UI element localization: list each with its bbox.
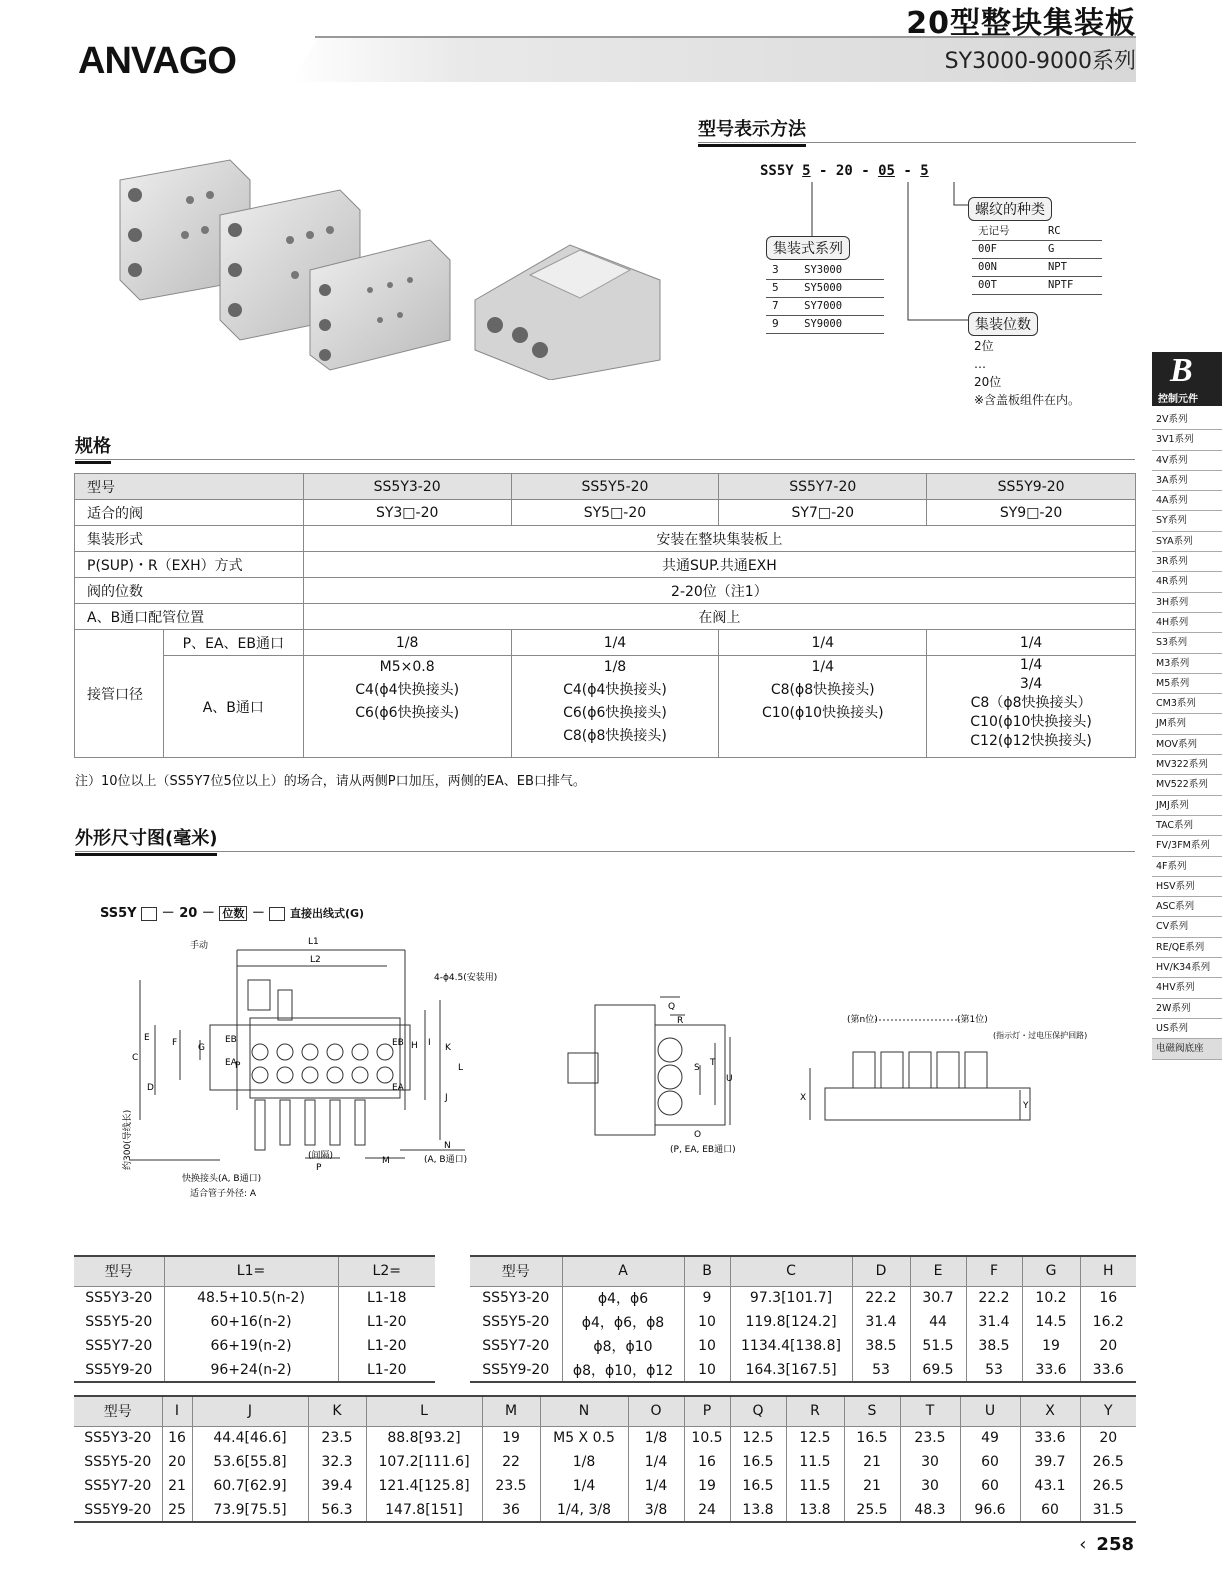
sidebar-item[interactable]: M3系列	[1152, 654, 1222, 674]
label-mount: 4-ϕ4.5(安装用)	[434, 973, 498, 983]
formula-box-1	[141, 907, 157, 921]
sidebar-item[interactable]: 3A系列	[1152, 471, 1222, 491]
table-length	[74, 1255, 435, 1383]
dimension-drawing-front	[795, 1010, 1095, 1130]
code-stations: 5	[920, 163, 929, 179]
label-O: O	[694, 1130, 702, 1140]
code-sep: -	[819, 163, 828, 179]
label-C: C	[132, 1053, 139, 1063]
assembled-manifold	[475, 245, 660, 380]
sidebar-item[interactable]: 4R系列	[1152, 572, 1222, 592]
sidebar-item[interactable]: 3H系列	[1152, 593, 1222, 613]
table-row: SS5Y3-20 48.5+10.5(n-2) L1-18	[74, 1286, 435, 1310]
table-row: SS5Y3-20 ϕ4，ϕ6 9 97.3[101.7] 22.2 30.7 22.2 10.2 16	[470, 1286, 1136, 1310]
spec-row-port-p: 接管口径 P、EA、EB通口 1/8 1/4 1/4 1/4	[75, 630, 1136, 656]
formula-box-2	[269, 907, 285, 921]
spec-note: 注）10位以上（SS5Y7位5位以上）的场合，请从两侧P口加压，两侧的EA、EB口排气。	[75, 774, 586, 789]
label-I: I	[428, 1038, 431, 1048]
label-nth: (第n位)	[847, 1015, 878, 1025]
table-a-h	[470, 1255, 1136, 1383]
sidebar-item[interactable]: JMJ系列	[1152, 796, 1222, 816]
ab-values-3: M5×0.8 C4(ϕ4快换接头) C6(ϕ6快换接头)	[303, 656, 511, 758]
label-manual: 手动	[190, 941, 209, 951]
series-row: 5 SY5000	[766, 279, 884, 297]
spec-row-stations: 阀的位数 2-20位（注1）	[75, 578, 1136, 604]
label-Y: Y	[1023, 1101, 1029, 1111]
page-title: 20型整块集装板	[906, 6, 1136, 41]
label-pitch: (间隔)	[308, 1151, 334, 1161]
label-EA: EA	[225, 1058, 237, 1068]
model-code	[760, 163, 929, 179]
code-sep: -	[903, 163, 912, 179]
thread-row: 00T NPTF	[972, 276, 1102, 294]
sidebar-item[interactable]: 4F系列	[1152, 857, 1222, 877]
table-row: SS5Y7-20 ϕ8，ϕ10 10 1134.4[138.8] 38.5 51.5 38.5 19 20	[470, 1334, 1136, 1358]
label-L1: L1	[308, 937, 319, 947]
sidebar-item[interactable]: US系列	[1152, 1019, 1222, 1039]
dim-formula: SS5Y － 20 － 位数 － 直接出线式(G)	[100, 906, 365, 921]
table-row: SS5Y5-20 60+16(n-2) L1-20	[74, 1310, 435, 1334]
code-series: 5	[802, 163, 811, 179]
thread-row: 00N NPT	[972, 258, 1102, 276]
dimension-drawing-side	[560, 985, 750, 1160]
spec-row-psup: P(SUP)・R（EXH）方式 共通SUP.共通EXH	[75, 552, 1136, 578]
table-row: SS5Y5-20 ϕ4，ϕ6，ϕ8 10 119.8[124.2] 31.4 44 31.4 14.5 16.2	[470, 1310, 1136, 1334]
stations-label: 集装位数	[968, 312, 1038, 336]
thread-row: 00F G	[972, 240, 1102, 258]
sidebar-item[interactable]: 4HV系列	[1152, 978, 1222, 998]
label-fitting-od: 适合管子外径: A	[190, 1189, 257, 1199]
stations-max: 20位	[974, 375, 1002, 389]
label-fitting: 快换接头(A, B通口)	[182, 1174, 262, 1184]
code-sep: -	[861, 163, 870, 179]
label-EA-right: EA	[392, 1083, 404, 1093]
dim-section-rule	[75, 851, 1135, 852]
series-label: 集装式系列	[766, 236, 850, 260]
brand-logo: ANVAGO	[78, 40, 236, 82]
model-section-title: 型号表示方法	[698, 115, 806, 147]
ab-values-5: 1/8 C4(ϕ4快换接头) C6(ϕ6快换接头) C8(ϕ8快换接头)	[511, 656, 719, 758]
label-H: H	[411, 1041, 418, 1051]
sidebar-item[interactable]: 2W系列	[1152, 999, 1222, 1019]
label-L: L	[458, 1063, 464, 1073]
label-D: D	[147, 1083, 154, 1093]
label-X: X	[800, 1093, 807, 1103]
label-R: R	[677, 1016, 684, 1026]
label-o-note: (P, EA, EB通口)	[670, 1145, 736, 1155]
table-row: SS5Y9-20 ϕ8，ϕ10，ϕ12 10 164.3[167.5] 53 69.5 53 33.6 33.6	[470, 1358, 1136, 1382]
table-i-y	[74, 1395, 1136, 1523]
label-S: S	[694, 1063, 700, 1073]
table-row: SS5Y7-20 66+19(n-2) L1-20	[74, 1334, 435, 1358]
spec-row-port-ab: A、B通口 M5×0.8 C4(ϕ4快换接头) C6(ϕ6快换接头) 1/8 C4(ϕ4快换接头) C6(ϕ6快换接头) C8(ϕ8快换接头) 1/4 C8(ϕ8快换接头) C10(ϕ10快换接头) 1/4 3/4 C8（ϕ8快换接头） C10(ϕ10快换接头) C12(ϕ12快换接头)	[75, 656, 1136, 758]
label-G: G	[198, 1043, 205, 1053]
sidebar-item-active[interactable]: 电磁阀底座	[1152, 1039, 1222, 1059]
sidebar-item[interactable]: JM系列	[1152, 714, 1222, 734]
spec-row-ab: A、B通口配管位置 在阀上	[75, 604, 1136, 630]
product-photo	[110, 150, 670, 380]
thread-row: 无记号 RC	[972, 222, 1102, 240]
sidebar-item[interactable]: 3V1系列	[1152, 430, 1222, 450]
table-row: SS5Y3-20 16 44.4[46.6] 23.5 88.8[93.2] 19 M5 X 0.5 1/8 10.5 12.5 12.5 16.5 23.5 49 33.6 20	[74, 1426, 1136, 1450]
stations-info	[974, 337, 1080, 409]
label-F: F	[172, 1038, 178, 1048]
stations-ellipsis: …	[974, 357, 986, 371]
table-row: SS5Y7-20 21 60.7[62.9] 39.4 121.4[125.8] 23.5 1/4 1/4 19 16.5 11.5 21 30 60 43.1 26.5	[74, 1474, 1136, 1498]
sidebar-item[interactable]: HSV系列	[1152, 877, 1222, 897]
stations-note: ※含盖板组件在内。	[974, 393, 1081, 407]
sidebar-item[interactable]: RE/QE系列	[1152, 938, 1222, 958]
label-J: J	[445, 1093, 448, 1103]
stations-min: 2位	[974, 339, 994, 353]
sidebar-item[interactable]: 4A系列	[1152, 491, 1222, 511]
label-P: P	[316, 1163, 322, 1173]
sidebar-item[interactable]: HV/K34系列	[1152, 958, 1222, 978]
table-header: 型号 A B C D E F G H	[470, 1256, 1136, 1286]
sidebar-item[interactable]: CM3系列	[1152, 694, 1222, 714]
sidebar-category: 控制元件	[1158, 394, 1198, 405]
sidebar-item[interactable]: 4H系列	[1152, 613, 1222, 633]
sidebar-item[interactable]: MOV系列	[1152, 735, 1222, 755]
label-N: N	[444, 1141, 451, 1151]
series-row: 3 SY3000	[766, 261, 884, 279]
thread-type-label: 螺纹的种类	[968, 197, 1052, 221]
spec-section-rule	[75, 459, 1135, 460]
ab-values-9: 1/4 3/4 C8（ϕ8快换接头） C10(ϕ10快换接头) C12(ϕ12快换接头)	[927, 656, 1136, 758]
label-EB-right: EB	[392, 1038, 404, 1048]
table-header: 型号 L1= L2=	[74, 1256, 435, 1286]
table-row: SS5Y5-20 20 53.6[55.8] 32.3 107.2[111.6] 22 1/8 1/4 16 16.5 11.5 21 30 60 39.7 26.5	[74, 1450, 1136, 1474]
code-prefix: SS5Y	[760, 163, 794, 179]
sidebar-item[interactable]: FV/3FM系列	[1152, 836, 1222, 856]
label-K: K	[445, 1043, 451, 1053]
label-first: (第1位)	[957, 1015, 988, 1025]
sidebar-letter: B	[1170, 352, 1193, 389]
label-P-mark: P	[235, 1061, 241, 1071]
label-ab-port: (A, B通口)	[424, 1155, 468, 1165]
spec-table	[74, 473, 1136, 758]
sidebar-item[interactable]: MV322系列	[1152, 755, 1222, 775]
label-T: T	[710, 1058, 716, 1068]
label-EB: EB	[225, 1035, 237, 1045]
dimension-drawing-top	[110, 930, 510, 1200]
table-header: 型号 I J K L M N O P Q R S T U X Y	[74, 1396, 1136, 1426]
code-thread: 05	[878, 163, 895, 179]
series-row: 9 SY9000	[766, 315, 884, 333]
table-row: SS5Y9-20 96+24(n-2) L1-20	[74, 1358, 435, 1382]
model-section-rule	[698, 142, 1136, 143]
prev-arrow-icon[interactable]: ‹	[1079, 1534, 1087, 1555]
sidebar-item[interactable]: CV系列	[1152, 917, 1222, 937]
label-wire: 约300(导线长)	[123, 1109, 133, 1170]
sidebar-item[interactable]: MV522系列	[1152, 775, 1222, 795]
spec-row-model: 型号 SS5Y3-20 SS5Y5-20 SS5Y7-20 SS5Y9-20	[75, 474, 1136, 500]
sidebar-list	[1152, 410, 1222, 1060]
spec-section-title: 规格	[75, 432, 111, 464]
code-type: 20	[835, 163, 853, 179]
sidebar-item[interactable]: ASC系列	[1152, 897, 1222, 917]
sidebar-item[interactable]: 4V系列	[1152, 451, 1222, 471]
sidebar-item[interactable]: 2V系列	[1152, 410, 1222, 430]
sidebar-item[interactable]: S3系列	[1152, 633, 1222, 653]
ab-values-7: 1/4 C8(ϕ8快换接头) C10(ϕ10快换接头)	[719, 656, 927, 758]
label-Q: Q	[668, 1002, 676, 1012]
label-lamp: (指示灯・过电压保护回路)	[993, 1031, 1088, 1040]
spec-row-form: 集装形式 安装在整块集装板上	[75, 526, 1136, 552]
label-E: E	[144, 1033, 150, 1043]
dim-section-title: 外形尺寸图(毫米)	[75, 824, 217, 856]
sidebar-item[interactable]: SY系列	[1152, 511, 1222, 531]
spec-row-valve: 适合的阀 SY3□-20 SY5□-20 SY7□-20 SY9□-20	[75, 500, 1136, 526]
series-table	[766, 261, 884, 334]
sidebar-item[interactable]: SYA系列	[1152, 532, 1222, 552]
sidebar-item[interactable]: TAC系列	[1152, 816, 1222, 836]
page-subtitle: SY3000-9000系列	[944, 49, 1136, 74]
series-row: 7 SY7000	[766, 297, 884, 315]
sidebar-item[interactable]: 3R系列	[1152, 552, 1222, 572]
page-number: ‹ 258	[1079, 1534, 1134, 1555]
sidebar-item[interactable]: M5系列	[1152, 674, 1222, 694]
label-U: U	[726, 1074, 733, 1084]
table-row: SS5Y9-20 25 73.9[75.5] 56.3 147.8[151] 36 1/4, 3/8 3/8 24 13.8 13.8 25.5 48.3 96.6 60 31.5	[74, 1498, 1136, 1522]
sidebar-category-tab[interactable]	[1152, 352, 1222, 406]
label-L2: L2	[310, 955, 321, 965]
label-M: M	[382, 1156, 390, 1166]
thread-type-table	[972, 222, 1102, 295]
